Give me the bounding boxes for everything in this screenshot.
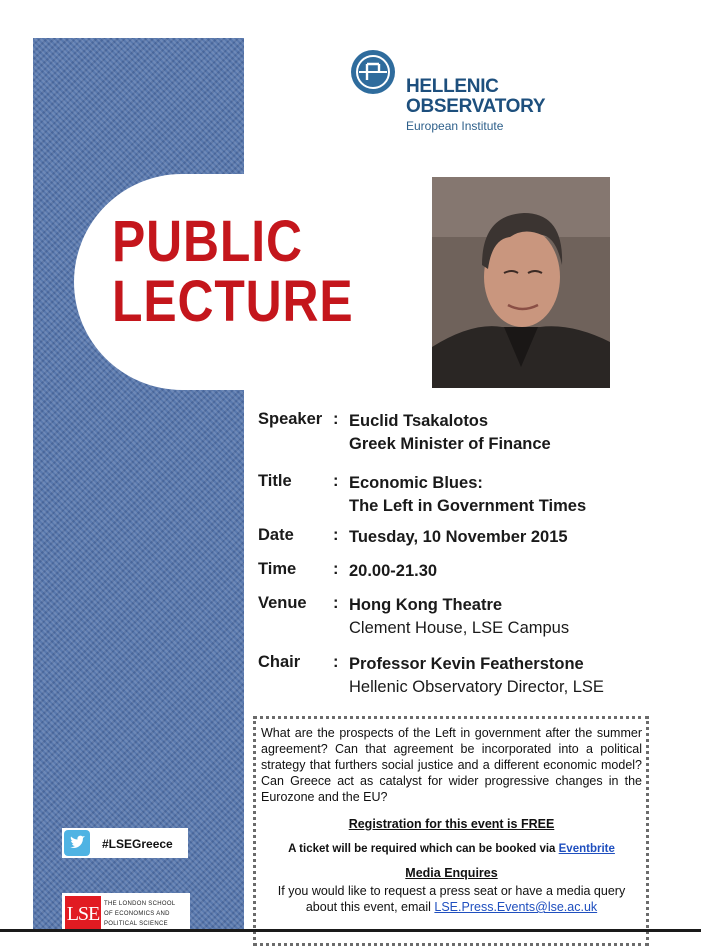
lse-logo — [62, 893, 190, 932]
event-info-box — [253, 716, 649, 946]
lecture-description: What are the prospects of the Left in government after the summer agreement? Can that agreement be incorporated into a political strategy that furthers social justice and a different economic model? Can Greece act as catalyst for wider progressive changes in the Eurozone and the EU? — [261, 726, 642, 804]
hellenic-observatory-emblem-icon — [351, 50, 395, 94]
speaker-row — [258, 410, 678, 460]
media-text: If you would like to request a press seat or have a media query about this event, email — [277, 884, 626, 914]
denim-texture-panel — [33, 38, 244, 932]
twitter-hashtag-badge[interactable] — [62, 828, 188, 858]
speaker-portrait-illustration — [432, 177, 610, 388]
media-enquiries-text — [261, 883, 642, 915]
chair-label: Chair — [258, 653, 301, 671]
chair-colon: : — [333, 653, 339, 671]
chair-row — [258, 653, 678, 703]
title-label: Title — [258, 472, 292, 490]
heading-line-1: PUBLIC — [112, 209, 303, 274]
speaker-photo — [432, 177, 610, 388]
eventbrite-link[interactable]: Eventbrite — [558, 843, 615, 855]
time-colon: : — [333, 560, 339, 578]
lse-wordmark-line1: THE LONDON SCHOOL — [104, 901, 176, 907]
chair-name: Professor Kevin Featherstone — [349, 655, 584, 673]
registration-note: Registration for this event is FREE — [348, 817, 555, 831]
time-label: Time — [258, 560, 297, 578]
institute-subtitle: European Institute — [406, 119, 504, 133]
public-lecture-heading — [112, 209, 354, 334]
title-colon: : — [333, 472, 339, 490]
venue-label: Venue — [258, 594, 307, 612]
speaker-name: Euclid Tsakalotos — [349, 412, 489, 430]
institute-name-line1: HELLENIC — [406, 76, 499, 97]
venue-location: Clement House, LSE Campus — [349, 619, 570, 637]
date-value: Tuesday, 10 November 2015 — [349, 528, 568, 546]
date-colon: : — [333, 526, 339, 544]
speaker-colon: : — [333, 410, 339, 428]
time-value: 20.00-21.30 — [349, 562, 438, 580]
date-row — [258, 526, 678, 550]
lse-wordmark-line3: POLITICAL SCIENCE — [104, 921, 168, 927]
venue-colon: : — [333, 594, 339, 612]
venue-name: Hong Kong Theatre — [349, 596, 503, 614]
chair-role: Hellenic Observatory Director, LSE — [349, 678, 604, 696]
media-enquiries-heading: Media Enquires — [405, 866, 498, 880]
lecture-title-line1: Economic Blues: — [349, 474, 483, 492]
lse-mark: LSE — [65, 896, 101, 932]
title-row — [258, 472, 678, 522]
twitter-bird-icon — [64, 830, 90, 856]
date-label: Date — [258, 526, 294, 544]
time-row — [258, 560, 678, 584]
speaker-label: Speaker — [258, 410, 323, 428]
ticket-text: A ticket will be required which can be booked via — [288, 843, 559, 855]
speaker-role: Greek Minister of Finance — [349, 435, 551, 453]
venue-row — [258, 594, 678, 644]
lse-wordmark — [104, 899, 188, 929]
lecture-title-line2: The Left in Government Times — [349, 497, 587, 515]
institute-name-line2: OBSERVATORY — [406, 96, 546, 117]
ticket-note — [261, 843, 642, 855]
press-email-link[interactable]: LSE.Press.Events@lse.ac.uk — [434, 900, 598, 914]
hashtag-label: #LSEGreece — [102, 837, 173, 851]
lse-wordmark-line2: OF ECONOMICS AND — [104, 911, 170, 917]
heading-line-2: LECTURE — [112, 269, 354, 334]
